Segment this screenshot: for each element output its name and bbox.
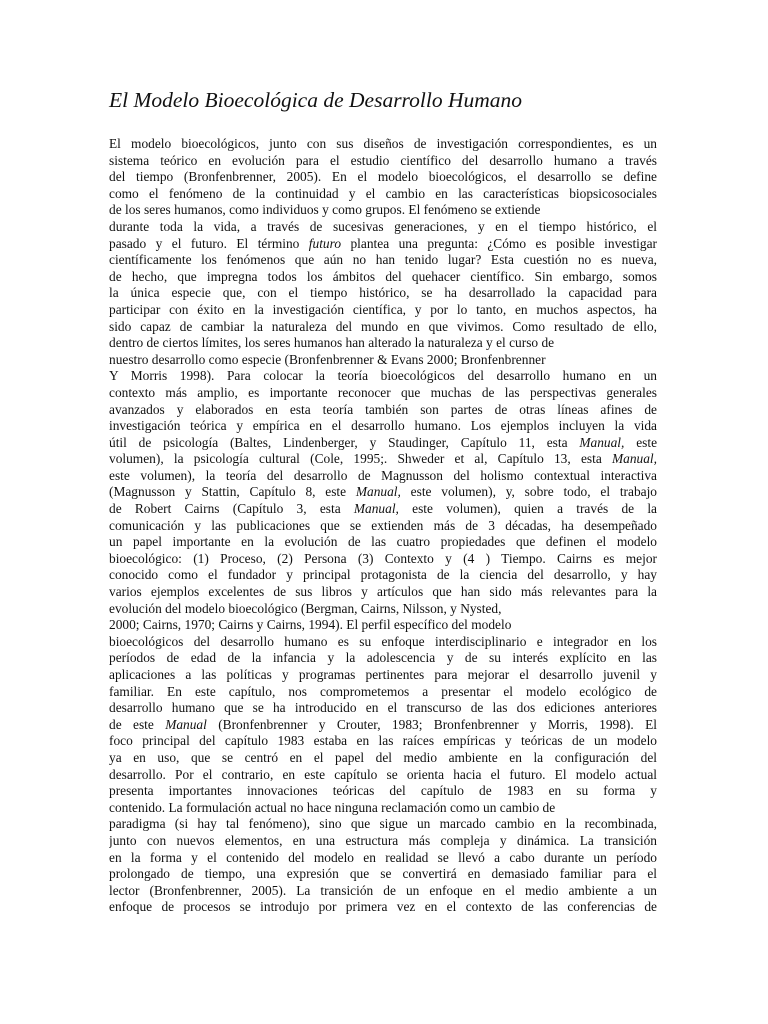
text-segment: dentro de ciertos límites, los seres humanos han alterado la naturaleza y el curso de [109,335,555,351]
text-segment: contenido. La formulación actual no hace ninguna reclamación como un cambio de [109,799,556,815]
text-segment: desarrollo. Por el contrario, en este capítulo se orienta hacia el futuro. El modelo actual [109,766,657,782]
text-line [109,584,657,601]
text-segment: sido capaz de cambiar la naturaleza del mundo en que vivimos. Como resultado de ello, [109,318,657,334]
text-segment: El modelo bioecológicos, junto con sus diseños de investigación correspondientes, es un [109,136,657,151]
text-segment: este volumen), y, sobre todo, el trabajo [400,484,657,500]
text-line [109,800,657,817]
italic-text: Manual, [355,484,401,500]
text-line [109,285,657,302]
text-segment: comunicación y las publicaciones que se extienden más de 3 décadas, ha desempeñado [109,517,657,533]
text-segment: contexto más amplio, es importante reconocer que muchas de las perspectivas generales [109,384,657,400]
text-segment: prolongado de tiempo, una expresión que se convertirá en demasiado familiar para el [109,866,657,882]
text-segment: nuestro desarrollo como especie (Bronfenbrenner & Evans 2000; Bronfenbrenner [109,351,546,367]
text-line [109,733,657,750]
text-line [109,352,657,369]
italic-text: futuro [308,235,342,251]
text-segment: Y Morris 1998). Para colocar la teoría bioecológicos del desarrollo humano en un [109,368,657,384]
text-segment: un papel importante en la evolución de las cuatro propiedades que definen el modelo [109,534,657,550]
text-line [109,700,657,717]
text-segment: evolución del modelo bioecológico (Bergman, Cairns, Nilsson, y Nysted, [109,600,502,616]
text-line [109,667,657,684]
text-segment: volumen), la psicología cultural (Cole, 1995;. Shweder et al, Capítulo 13, esta [109,451,612,467]
text-segment: este volumen), la teoría del desarrollo de Magnusson del holismo contextual interactiva [109,467,657,483]
text-segment: durante toda la vida, a través de sucesivas generaciones, y en el tiempo histórico, el [109,218,657,234]
text-line [109,634,657,651]
text-line [109,302,657,319]
text-line [109,767,657,784]
text-segment: enfoque de procesos se introdujo por primera vez en el contexto de las conferencias de [109,899,657,915]
text-segment: pasado y el futuro. El término [109,235,309,251]
text-line [109,617,657,634]
text-line [109,451,657,468]
document-body [109,136,657,916]
text-segment: (Bronfenbrenner y Crouter, 1983; Bronfenbrenner y Morris, 1998). El [206,716,657,732]
text-segment: lector (Bronfenbrenner, 2005). La transición de un enfoque en el medio ambiente a un [109,882,657,898]
text-line [109,169,657,186]
text-segment: de hecho, que impregna todos los ámbitos del quehacer científico. Sin embargo, somos [109,268,657,284]
text-line [109,650,657,667]
text-line [109,252,657,269]
document-title: El Modelo Bioecológica de Desarrollo Humano [109,88,523,112]
text-segment: paradigma (si hay tal fenómeno), sino que sigue un marcado cambio en la recombinada, [109,816,657,832]
text-line [109,402,657,419]
text-line [109,484,657,501]
text-segment: de este [109,716,166,732]
text-segment: del tiempo (Bronfenbrenner, 2005). En el modelo bioecológicos, el desarrollo se define [109,169,657,185]
text-segment: de Robert Cairns (Capítulo 3, esta [109,501,354,517]
text-line [109,501,657,518]
text-segment: desarrollo humano que se ha introducido en el transcurso de las dos ediciones anteriores [109,700,657,716]
text-line [109,899,657,916]
text-segment: de los seres humanos, como individuos y como grupos. El fenómeno se extiende [109,202,541,218]
text-line [109,567,657,584]
text-line [109,319,657,336]
text-line [109,202,657,219]
text-segment: este volumen), quien a través de la [398,501,657,517]
text-segment: la única especie que, con el tiempo histórico, se ha desarrollado la capacidad para [109,285,657,301]
text-segment: plantea una pregunta: ¿Cómo es posible investigar [341,235,657,251]
text-segment: conocido como el fundador y principal protagonista de la ciencia del desarrollo, y hay [109,567,657,583]
text-segment: varios ejemplos excelentes de sus libros y artículos que han sido más relevantes para la [109,584,657,600]
italic-text: Manual, [353,501,399,517]
text-line [109,269,657,286]
text-segment: presenta importantes innovaciones teóricas del capítulo de 1983 en su forma y [109,783,657,799]
text-line [109,368,657,385]
text-line [109,385,657,402]
text-segment: investigación teórica y empírica en el desarrollo humano. Los ejemplos incluyen la vida [109,418,657,434]
text-line [109,186,657,203]
text-segment: 2000; Cairns, 1970; Cairns y Cairns, 1994). El perfil específico del modelo [109,617,512,633]
text-line [109,418,657,435]
text-segment: períodos de edad de la infancia y la adolescencia y de su interés explícito en las [109,650,657,666]
text-segment: bioecológicos del desarrollo humano es su enfoque interdisciplinario e integrador en los [109,633,657,649]
text-line [109,601,657,618]
text-line [109,534,657,551]
text-line [109,783,657,800]
text-segment: bioecológico: (1) Proceso, (2) Persona (3) Contexto y (4 ) Tiempo. Cairns es mejor [109,550,657,566]
text-segment: junto con nuevos elementos, en una estructura más compleja y dinámica. La transición [109,832,657,848]
text-segment: este [624,434,657,450]
italic-text: Manual, [611,451,657,467]
text-segment: (Magnusson y Stattin, Capítulo 8, este [109,484,356,500]
italic-text: Manual, [579,434,625,450]
text-line [109,866,657,883]
text-line [109,833,657,850]
text-segment: útil de psicología (Baltes, Lindenberger, y Staudinger, Capítulo 11, esta [109,434,580,450]
text-line [109,335,657,352]
text-line [109,136,657,153]
text-line [109,518,657,535]
italic-text: Manual [165,716,207,732]
text-line [109,551,657,568]
text-line [109,153,657,170]
text-segment: foco principal del capítulo 1983 estaba en las raíces empíricas y teóricas de un modelo [109,733,657,749]
text-line [109,883,657,900]
text-segment: avanzados y elaborados en esta teoría también son partes de otras líneas afines de [109,401,657,417]
text-line [109,717,657,734]
text-line [109,750,657,767]
text-segment: familiar. En este capítulo, nos comprometemos a presentar el modelo ecológico de [109,683,657,699]
text-line [109,435,657,452]
text-segment: ya en uso, que se centró en el papel del medio ambiente en la configuración del [109,749,657,765]
text-line [109,236,657,253]
text-line [109,684,657,701]
text-segment: en la forma y el contenido del modelo en realidad se llevó a cabo durante un período [109,849,657,865]
text-line [109,468,657,485]
text-segment: científicamente los fenómenos que aún no han tenido lugar? Esta cuestión no es nueva, [109,252,657,268]
text-line [109,850,657,867]
text-segment: como el fenómeno de la continuidad y el cambio en las características biopsicosociales [109,185,657,201]
text-line [109,219,657,236]
text-segment: sistema teórico en evolución para el estudio científico del desarrollo humano a través [109,152,657,168]
text-segment: participar con éxito en la investigación científica, y por lo tanto, en muchos aspectos, ha [109,301,657,317]
text-segment: aplicaciones a las políticas y programas pertinentes para mejorar el desarrollo juvenil y [109,667,657,682]
text-line [109,816,657,833]
document-page [109,86,657,916]
